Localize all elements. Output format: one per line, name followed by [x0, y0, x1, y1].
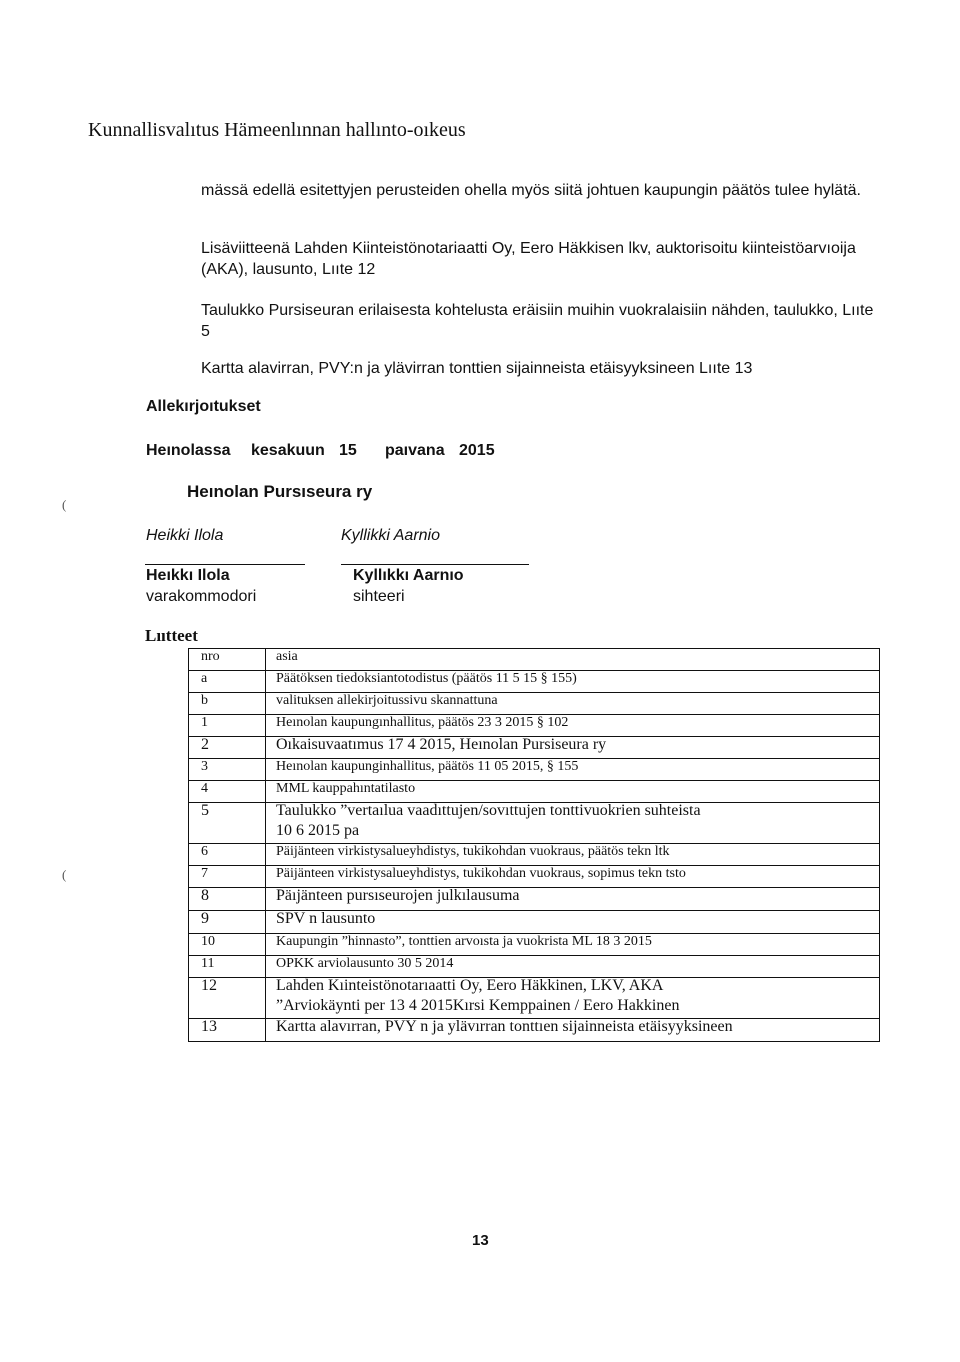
- table-row: [189, 888, 880, 911]
- row-number: 2: [189, 737, 266, 759]
- row-subject: Kaupungin ”hinnasto”, tonttien arvoısta ja vuokrista ML 18 3 2015: [266, 934, 880, 956]
- row-subject: Päijänteen virkistysalueyhdistys, tukikohdan vuokraus, sopimus tekn tsto: [266, 866, 880, 888]
- place: Heınolassa: [146, 442, 231, 459]
- running-header: Kunnallisvalıtus Hämeenlınnan hallınto-oıkeus: [88, 119, 466, 141]
- row-subject: valituksen allekirjoitussivu skannattuna: [266, 693, 880, 715]
- row-number: 11: [189, 956, 266, 978]
- table-row: [189, 693, 880, 715]
- margin-mark: (: [62, 497, 67, 512]
- row-subject: Päätöksen tiedoksiantotodistus (päätös 11 5 15 § 155): [266, 671, 880, 693]
- table-row: [189, 803, 880, 844]
- day-word: paıvana: [385, 442, 445, 459]
- row-subject: SPV n lausunto: [266, 911, 880, 934]
- table-row: [189, 934, 880, 956]
- body-paragraph: Taulukko Pursiseuran erilaisesta kohtelusta eräisiin muihin vuokralaisiin nähden, taulukko, Lııte 5: [201, 302, 874, 340]
- table-row: [189, 671, 880, 693]
- table-row: [189, 781, 880, 803]
- table-row: [189, 844, 880, 866]
- row-number: 6: [189, 844, 266, 866]
- row-subject-line: ”Arviokäynti per 13 4 2015Kırsi Kemppainen / Eero Hakkinen: [276, 997, 680, 1014]
- table-row: [189, 911, 880, 934]
- table-row: [189, 759, 880, 781]
- signer-title: sihteeri: [353, 588, 405, 605]
- row-subject-line: 10 6 2015 pa: [276, 822, 360, 839]
- table-row: [189, 978, 880, 1019]
- table-header-row: [189, 649, 880, 671]
- row-number: 13: [189, 1019, 266, 1042]
- signer-title: varakommodori: [146, 588, 257, 605]
- row-number: 12: [189, 978, 266, 1019]
- signer-name: Kyllıkkı Aarnıo: [353, 567, 464, 584]
- row-subject: Kartta alavırran, PVY n ja ylävırran tonttıen sijainneista etäisyyksineen: [266, 1019, 880, 1042]
- table-row: [189, 956, 880, 978]
- row-number: 3: [189, 759, 266, 781]
- row-number: 4: [189, 781, 266, 803]
- row-subject-line: Taulukko ”vertaılua vaadıttujen/sovıttujen tonttivuokrien suhteista: [276, 802, 701, 819]
- margin-mark: (: [62, 867, 67, 882]
- signature-line: [145, 564, 305, 565]
- page-number: 13: [472, 1232, 489, 1249]
- signature-script: Kyllikki Aarnio: [341, 527, 440, 544]
- attachments-table: [188, 648, 880, 1042]
- row-subject: [266, 803, 880, 844]
- column-header: asia: [266, 649, 880, 671]
- row-number: 8: [189, 888, 266, 911]
- table-row: [189, 1019, 880, 1042]
- table-row: [189, 737, 880, 759]
- row-subject: Heınolan kaupungınhallitus, päätös 23 3 2015 § 102: [266, 715, 880, 737]
- row-subject-line: Lahden Kıinteistönotarıaatti Oy, Eero Häkkinen, LKV, AKA: [276, 977, 664, 994]
- row-subject: Oıkaisuvaatımus 17 4 2015, Heınolan Pursiseura ry: [266, 737, 880, 759]
- row-number: 10: [189, 934, 266, 956]
- row-number: 1: [189, 715, 266, 737]
- row-subject: Päijänteen virkistysalueyhdistys, tukikohdan vuokraus, päätös tekn ltk: [266, 844, 880, 866]
- row-subject: [266, 978, 880, 1019]
- table-row: [189, 715, 880, 737]
- organization-name: Heınolan Pursıseura ry: [187, 482, 373, 501]
- row-subject: MML kauppahıntatilasto: [266, 781, 880, 803]
- place-date-line: [146, 442, 495, 460]
- row-number: 7: [189, 866, 266, 888]
- signer-name: Heıkkı Ilola: [146, 567, 230, 584]
- signature-script: Heikki Ilola: [146, 527, 224, 544]
- row-subject: Heınolan kaupunginhallitus, päätös 11 05 2015, § 155: [266, 759, 880, 781]
- row-number: 5: [189, 803, 266, 844]
- signature-line: [341, 564, 529, 565]
- day: 15: [339, 442, 357, 459]
- body-paragraph: Kartta alavirran, PVY:n ja ylävirran tonttien sijainneista etäisyyksineen Lııte 13: [201, 360, 753, 377]
- month: kesakuun: [251, 442, 325, 459]
- row-number: b: [189, 693, 266, 715]
- signatures-heading: Allekırjoıtukset: [146, 398, 261, 415]
- row-subject: Päıjänteen pursıseurojen julkılausuma: [266, 888, 880, 911]
- year: 2015: [459, 442, 495, 459]
- row-number: a: [189, 671, 266, 693]
- row-number: 9: [189, 911, 266, 934]
- column-header: nro: [189, 649, 266, 671]
- attachments-heading: Lııtteet: [145, 626, 198, 645]
- body-paragraph: Lisäviitteenä Lahden Kiinteistönotariaatti Oy, Eero Häkkisen lkv, auktorisoitu kiinteistöarvıoija (AKA), lausunto, Lııte 12: [201, 240, 856, 278]
- table-row: [189, 866, 880, 888]
- row-subject: OPKK arviolausunto 30 5 2014: [266, 956, 880, 978]
- body-paragraph: mässä edellä esitettyjen perusteiden ohella myös siitä johtuen kaupungin päätös tulee hylätä.: [201, 182, 861, 199]
